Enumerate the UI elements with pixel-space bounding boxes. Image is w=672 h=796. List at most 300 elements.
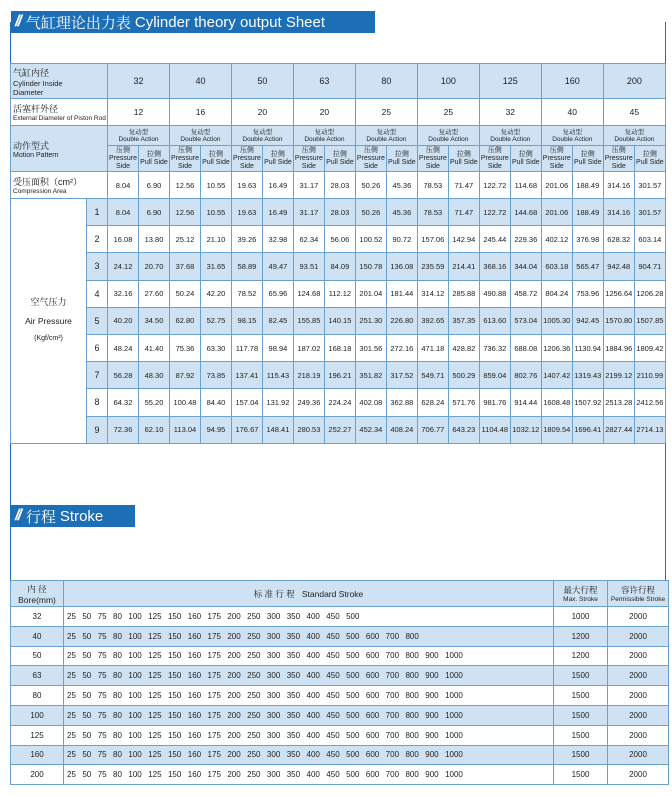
pressure-row <box>11 253 666 280</box>
stroke-row <box>11 765 669 785</box>
force-value: 55.20 <box>139 389 170 416</box>
double-action-en: Double Action <box>242 135 283 143</box>
force-value: 1507.85 <box>634 307 665 334</box>
double-action-en: Double Action <box>614 135 655 143</box>
pressure-level: 2 <box>87 226 108 253</box>
pull-side-pull-zh: 拉侧 <box>580 150 595 158</box>
force-value: 124.68 <box>293 280 324 307</box>
pressure-level: 6 <box>87 334 108 361</box>
permissible-stroke-value: 2000 <box>608 666 669 686</box>
max-stroke-value: 1500 <box>554 666 608 686</box>
stroke-bore: 125 <box>11 725 64 745</box>
bore-label-en1: Cylinder Inside <box>13 78 63 88</box>
double-action-en: Double Action <box>180 135 221 143</box>
stroke-banner <box>11 505 135 527</box>
pressure-side-pressure-zh: 压侧 <box>363 146 378 154</box>
force-value: 155.85 <box>293 307 324 334</box>
force-value: 21.10 <box>200 226 231 253</box>
force-value: 571.76 <box>448 389 479 416</box>
force-value: 362.88 <box>386 389 417 416</box>
bore-header <box>11 581 64 607</box>
force-value: 1130.94 <box>572 334 603 361</box>
stroke-row <box>11 626 669 646</box>
force-value: 643.23 <box>448 416 479 443</box>
force-value: 131.92 <box>262 389 293 416</box>
force-value: 45.36 <box>386 199 417 226</box>
force-value: 181.44 <box>386 280 417 307</box>
double-action-zh: 复动型 <box>376 128 397 136</box>
bore-value: 80 <box>355 64 417 99</box>
pressure-side-pressure-en2: Side <box>425 162 440 170</box>
force-value: 357.35 <box>448 307 479 334</box>
double-action-zh: 复动型 <box>190 128 211 136</box>
force-value: 736.32 <box>479 334 510 361</box>
force-value: 176.67 <box>231 416 262 443</box>
force-value: 565.47 <box>572 253 603 280</box>
air-pressure-label-cell <box>11 199 87 444</box>
force-value: 603.14 <box>634 226 665 253</box>
force-value: 13.80 <box>139 226 170 253</box>
rod-value: 20 <box>293 99 355 126</box>
slash-decoration-icon: // <box>15 507 20 524</box>
force-value: 117.78 <box>231 334 262 361</box>
force-value: 368.16 <box>479 253 510 280</box>
bore-header-zh: 内 径 <box>27 583 47 594</box>
area-label-cell <box>11 172 108 199</box>
pressure-side-pressure-en1: Pressure <box>356 154 385 162</box>
area-value: 114.68 <box>510 172 541 199</box>
force-value: 32.98 <box>262 226 293 253</box>
area-value: 201.06 <box>541 172 572 199</box>
double-action-zh: 复动型 <box>562 128 583 136</box>
pressure-side-pressure-zh: 压侧 <box>611 146 626 154</box>
force-value: 249.36 <box>293 389 324 416</box>
force-value: 272.16 <box>386 334 417 361</box>
pressure-side-pressure-zh: 压侧 <box>549 146 564 154</box>
force-value: 1608.48 <box>541 389 572 416</box>
pull-side-header <box>510 146 541 172</box>
force-value: 214.41 <box>448 253 479 280</box>
double-action-zh: 复动型 <box>314 128 335 136</box>
air-pressure-en: Air Pressure <box>25 316 72 327</box>
double-action-zh: 复动型 <box>438 128 459 136</box>
double-action-en: Double Action <box>366 135 407 143</box>
area-value: 188.49 <box>572 172 603 199</box>
area-value: 78.53 <box>417 172 448 199</box>
max-stroke-value: 1200 <box>554 626 608 646</box>
area-value: 8.04 <box>108 172 139 199</box>
permissible-stroke-value: 2000 <box>608 745 669 765</box>
force-value: 40.20 <box>108 307 139 334</box>
force-value: 1319.43 <box>572 362 603 389</box>
force-value: 235.59 <box>417 253 448 280</box>
bore-value: 50 <box>231 64 293 99</box>
max-stroke-header <box>554 581 608 607</box>
force-value: 628.24 <box>417 389 448 416</box>
force-value: 226.80 <box>386 307 417 334</box>
rod-label-cell <box>11 99 108 126</box>
force-value: 1507.92 <box>572 389 603 416</box>
force-value: 8.04 <box>108 199 139 226</box>
force-value: 1104.48 <box>479 416 510 443</box>
force-value: 2827.44 <box>603 416 634 443</box>
force-value: 65.96 <box>262 280 293 307</box>
pressure-side-pressure-zh: 压侧 <box>487 146 502 154</box>
force-value: 100.48 <box>169 389 200 416</box>
force-value: 344.04 <box>510 253 541 280</box>
pull-side-header <box>386 146 417 172</box>
force-value: 62.80 <box>169 307 200 334</box>
pull-side-pull-zh: 拉侧 <box>332 150 347 158</box>
force-value: 1206.36 <box>541 334 572 361</box>
pull-side-header <box>200 146 231 172</box>
pull-side-header <box>634 146 665 172</box>
force-value: 39.26 <box>231 226 262 253</box>
force-value: 224.24 <box>324 389 355 416</box>
pressure-side-header <box>355 146 386 172</box>
pressure-side-pressure-en2: Side <box>549 162 564 170</box>
force-value: 41.40 <box>139 334 170 361</box>
stroke-row <box>11 607 669 627</box>
force-value: 229.36 <box>510 226 541 253</box>
pull-side-pull-en: Pull Side <box>326 158 354 166</box>
force-value: 859.04 <box>479 362 510 389</box>
force-value: 16.08 <box>108 226 139 253</box>
stroke-row <box>11 745 669 765</box>
force-value: 48.30 <box>139 362 170 389</box>
max-stroke-value: 1500 <box>554 686 608 706</box>
force-value: 122.72 <box>479 199 510 226</box>
bore-value: 32 <box>108 64 170 99</box>
stroke-bore: 63 <box>11 666 64 686</box>
pressure-side-pressure-en2: Side <box>363 162 378 170</box>
double-action-header <box>479 126 541 146</box>
pull-side-header <box>448 146 479 172</box>
rod-value: 25 <box>355 99 417 126</box>
force-value: 1256.64 <box>603 280 634 307</box>
area-value: 28.03 <box>324 172 355 199</box>
bore-value: 40 <box>169 64 231 99</box>
double-action-zh: 复动型 <box>624 128 645 136</box>
force-value: 93.51 <box>293 253 324 280</box>
pressure-row <box>11 334 666 361</box>
double-action-en: Double Action <box>552 135 593 143</box>
pressure-side-pressure-en1: Pressure <box>480 154 509 162</box>
pressure-side-pressure-en2: Side <box>611 162 626 170</box>
double-action-header <box>108 126 170 146</box>
force-value: 168.18 <box>324 334 355 361</box>
pressure-side-pressure-zh: 压侧 <box>177 146 192 154</box>
max-stroke-value: 1500 <box>554 745 608 765</box>
force-value: 301.57 <box>634 199 665 226</box>
double-action-header <box>231 126 293 146</box>
stroke-title-en: Stroke <box>59 507 104 525</box>
force-value: 1809.42 <box>634 334 665 361</box>
area-value: 31.17 <box>293 172 324 199</box>
force-value: 137.41 <box>231 362 262 389</box>
force-value: 458.72 <box>510 280 541 307</box>
bore-value: 63 <box>293 64 355 99</box>
stroke-title-zh: 行程 <box>25 508 56 526</box>
force-value: 31.17 <box>293 199 324 226</box>
force-value: 148.41 <box>262 416 293 443</box>
rod-value: 20 <box>231 99 293 126</box>
pull-side-pull-en: Pull Side <box>264 158 292 166</box>
pressure-level: 4 <box>87 280 108 307</box>
double-action-en: Double Action <box>428 135 469 143</box>
force-value: 314.12 <box>417 280 448 307</box>
pull-side-pull-en: Pull Side <box>511 158 540 166</box>
pressure-side-pressure-en1: Pressure <box>604 154 633 162</box>
pull-side-header <box>572 146 603 172</box>
max-stroke-value: 1500 <box>554 725 608 745</box>
force-value: 301.56 <box>355 334 386 361</box>
force-value: 10.55 <box>200 199 231 226</box>
stroke-row <box>11 686 669 706</box>
force-value: 942.48 <box>603 253 634 280</box>
force-value: 201.06 <box>541 199 572 226</box>
force-value: 252.27 <box>324 416 355 443</box>
permissible-stroke-value: 2000 <box>608 686 669 706</box>
force-value: 71.47 <box>448 199 479 226</box>
force-value: 84.40 <box>200 389 231 416</box>
area-value: 19.63 <box>231 172 262 199</box>
stroke-list: 25 50 75 80 100 125 150 160 175 200 250 300 350 400 450 500 600 700 800 900 1000 <box>64 745 554 765</box>
force-value: 218.19 <box>293 362 324 389</box>
force-value: 50.26 <box>355 199 386 226</box>
area-value: 45.36 <box>386 172 417 199</box>
force-value: 20.70 <box>139 253 170 280</box>
max-stroke-value: 1500 <box>554 765 608 785</box>
force-value: 82.45 <box>262 307 293 334</box>
force-value: 428.82 <box>448 334 479 361</box>
pressure-side-pressure-zh: 压侧 <box>425 146 440 154</box>
force-value: 50.24 <box>169 280 200 307</box>
max-stroke-value: 1000 <box>554 607 608 627</box>
force-value: 2513.28 <box>603 389 634 416</box>
double-action-en: Double Action <box>490 135 531 143</box>
pressure-level: 3 <box>87 253 108 280</box>
stroke-bore: 160 <box>11 745 64 765</box>
theory-output-table <box>10 63 666 444</box>
bore-value: 200 <box>603 64 665 99</box>
pull-side-pull-zh: 拉侧 <box>208 150 223 158</box>
force-value: 73.85 <box>200 362 231 389</box>
force-value: 56.28 <box>108 362 139 389</box>
pressure-side-header <box>231 146 262 172</box>
pull-side-header <box>262 146 293 172</box>
force-value: 37.68 <box>169 253 200 280</box>
area-value: 122.72 <box>479 172 510 199</box>
pressure-side-header <box>541 146 572 172</box>
pull-side-pull-zh: 拉侧 <box>518 150 533 158</box>
stroke-list: 25 50 75 80 100 125 150 160 175 200 250 300 350 400 450 500 <box>64 607 554 627</box>
force-value: 62.10 <box>139 416 170 443</box>
force-value: 140.15 <box>324 307 355 334</box>
pressure-level: 8 <box>87 389 108 416</box>
pressure-side-header <box>293 146 324 172</box>
stroke-row <box>11 705 669 725</box>
pressure-side-pressure-en2: Side <box>177 162 192 170</box>
pull-side-pull-en: Pull Side <box>202 158 230 166</box>
force-value: 157.04 <box>231 389 262 416</box>
permissible-stroke-value: 2000 <box>608 626 669 646</box>
force-value: 78.52 <box>231 280 262 307</box>
frame-line-right <box>665 22 666 64</box>
permissible-stroke-value: 2000 <box>608 646 669 666</box>
bore-value: 100 <box>417 64 479 99</box>
force-value: 408.24 <box>386 416 417 443</box>
stroke-row <box>11 725 669 745</box>
frame-line-right-2 <box>665 440 666 580</box>
force-value: 142.94 <box>448 226 479 253</box>
theory-sheet-banner <box>11 11 375 33</box>
force-value: 201.04 <box>355 280 386 307</box>
double-action-en: Double Action <box>118 135 159 143</box>
max-stroke-en: Max. Stroke <box>563 596 598 603</box>
force-value: 157.06 <box>417 226 448 253</box>
double-action-en: Double Action <box>304 135 345 143</box>
stroke-list: 25 50 75 80 100 125 150 160 175 200 250 300 350 400 450 500 600 700 800 900 1000 <box>64 705 554 725</box>
force-value: 351.82 <box>355 362 386 389</box>
force-value: 113.04 <box>169 416 200 443</box>
pressure-side-pressure-en2: Side <box>239 162 254 170</box>
force-value: 52.75 <box>200 307 231 334</box>
bore-value: 160 <box>541 64 603 99</box>
force-value: 187.02 <box>293 334 324 361</box>
force-value: 62.34 <box>293 226 324 253</box>
force-value: 78.53 <box>417 199 448 226</box>
force-value: 628.32 <box>603 226 634 253</box>
force-value: 19.63 <box>231 199 262 226</box>
pull-side-pull-en: Pull Side <box>140 158 168 166</box>
air-pressure-unit: (Kgf/cm²) <box>34 335 63 343</box>
force-value: 63.30 <box>200 334 231 361</box>
pull-side-pull-en: Pull Side <box>388 158 416 166</box>
force-value: 84.09 <box>324 253 355 280</box>
double-action-zh: 复动型 <box>128 128 149 136</box>
force-value: 1032.12 <box>510 416 541 443</box>
force-value: 2199.12 <box>603 362 634 389</box>
force-value: 500.29 <box>448 362 479 389</box>
rod-value: 25 <box>417 99 479 126</box>
motion-label-en: Motion Pattern <box>13 151 59 159</box>
force-value: 914.44 <box>510 389 541 416</box>
pull-side-pull-zh: 拉侧 <box>394 150 409 158</box>
rod-value: 32 <box>479 99 541 126</box>
area-label-en: Compression Area <box>13 188 67 195</box>
pressure-side-header <box>603 146 634 172</box>
force-value: 613.60 <box>479 307 510 334</box>
area-value: 12.56 <box>169 172 200 199</box>
force-value: 2714.13 <box>634 416 665 443</box>
force-value: 392.65 <box>417 307 448 334</box>
pressure-side-header <box>417 146 448 172</box>
pressure-side-pressure-en1: Pressure <box>418 154 447 162</box>
force-value: 75.36 <box>169 334 200 361</box>
max-stroke-value: 1500 <box>554 705 608 725</box>
pull-side-pull-zh: 拉侧 <box>270 150 285 158</box>
pull-side-header <box>324 146 355 172</box>
stroke-bore: 40 <box>11 626 64 646</box>
force-value: 1005.30 <box>541 307 572 334</box>
force-value: 98.94 <box>262 334 293 361</box>
pressure-row <box>11 307 666 334</box>
force-value: 25.12 <box>169 226 200 253</box>
pressure-row <box>11 362 666 389</box>
force-value: 245.44 <box>479 226 510 253</box>
rod-value: 40 <box>541 99 603 126</box>
force-value: 12.56 <box>169 199 200 226</box>
pressure-side-pressure-en1: Pressure <box>542 154 571 162</box>
force-value: 6.90 <box>139 199 170 226</box>
pressure-level: 5 <box>87 307 108 334</box>
pull-side-pull-en: Pull Side <box>450 158 478 166</box>
pressure-side-pressure-en2: Side <box>301 162 316 170</box>
permissible-stroke-en: Permissible Stroke <box>610 596 666 603</box>
force-value: 31.65 <box>200 253 231 280</box>
bore-header-en: Bore(mm) <box>18 594 56 605</box>
pressure-side-pressure-en2: Side <box>487 162 502 170</box>
force-value: 136.08 <box>386 253 417 280</box>
bore-label-cell <box>11 64 108 99</box>
bore-label-zh: 气缸内径 <box>13 67 50 78</box>
stroke-bore: 80 <box>11 686 64 706</box>
double-action-header <box>169 126 231 146</box>
pull-side-pull-en: Pull Side <box>573 158 602 166</box>
force-value: 317.52 <box>386 362 417 389</box>
pressure-side-pressure-zh: 压侧 <box>301 146 316 154</box>
force-value: 24.12 <box>108 253 139 280</box>
stroke-row <box>11 646 669 666</box>
pressure-side-pressure-en1: Pressure <box>170 154 199 162</box>
force-value: 804.24 <box>541 280 572 307</box>
force-value: 72.36 <box>108 416 139 443</box>
double-action-zh: 复动型 <box>252 128 273 136</box>
permissible-stroke-header <box>608 581 669 607</box>
bore-label-en2: Diameter <box>13 87 44 97</box>
force-value: 16.49 <box>262 199 293 226</box>
bore-value: 125 <box>479 64 541 99</box>
pressure-row <box>11 389 666 416</box>
double-action-header <box>417 126 479 146</box>
stroke-table <box>10 580 669 785</box>
stroke-bore: 32 <box>11 607 64 627</box>
area-value: 6.90 <box>139 172 170 199</box>
force-value: 100.52 <box>355 226 386 253</box>
stroke-list: 25 50 75 80 100 125 150 160 175 200 250 300 350 400 450 500 600 700 800 900 1000 <box>64 686 554 706</box>
pressure-side-pressure-en2: Side <box>116 162 131 170</box>
rod-label-zh: 活塞杆外径 <box>13 104 59 114</box>
area-value: 10.55 <box>200 172 231 199</box>
force-value: 115.43 <box>262 362 293 389</box>
pressure-side-header <box>169 146 200 172</box>
pressure-level: 7 <box>87 362 108 389</box>
force-value: 1206.28 <box>634 280 665 307</box>
rod-value: 16 <box>169 99 231 126</box>
force-value: 942.45 <box>572 307 603 334</box>
force-value: 376.98 <box>572 226 603 253</box>
force-value: 471.18 <box>417 334 448 361</box>
force-value: 87.92 <box>169 362 200 389</box>
double-action-zh: 复动型 <box>500 128 521 136</box>
force-value: 32.16 <box>108 280 139 307</box>
force-value: 452.34 <box>355 416 386 443</box>
slash-decoration-icon: // <box>15 13 20 30</box>
force-value: 196.21 <box>324 362 355 389</box>
force-value: 98.15 <box>231 307 262 334</box>
area-label-zh: 受压面积（cm²） <box>13 177 82 187</box>
